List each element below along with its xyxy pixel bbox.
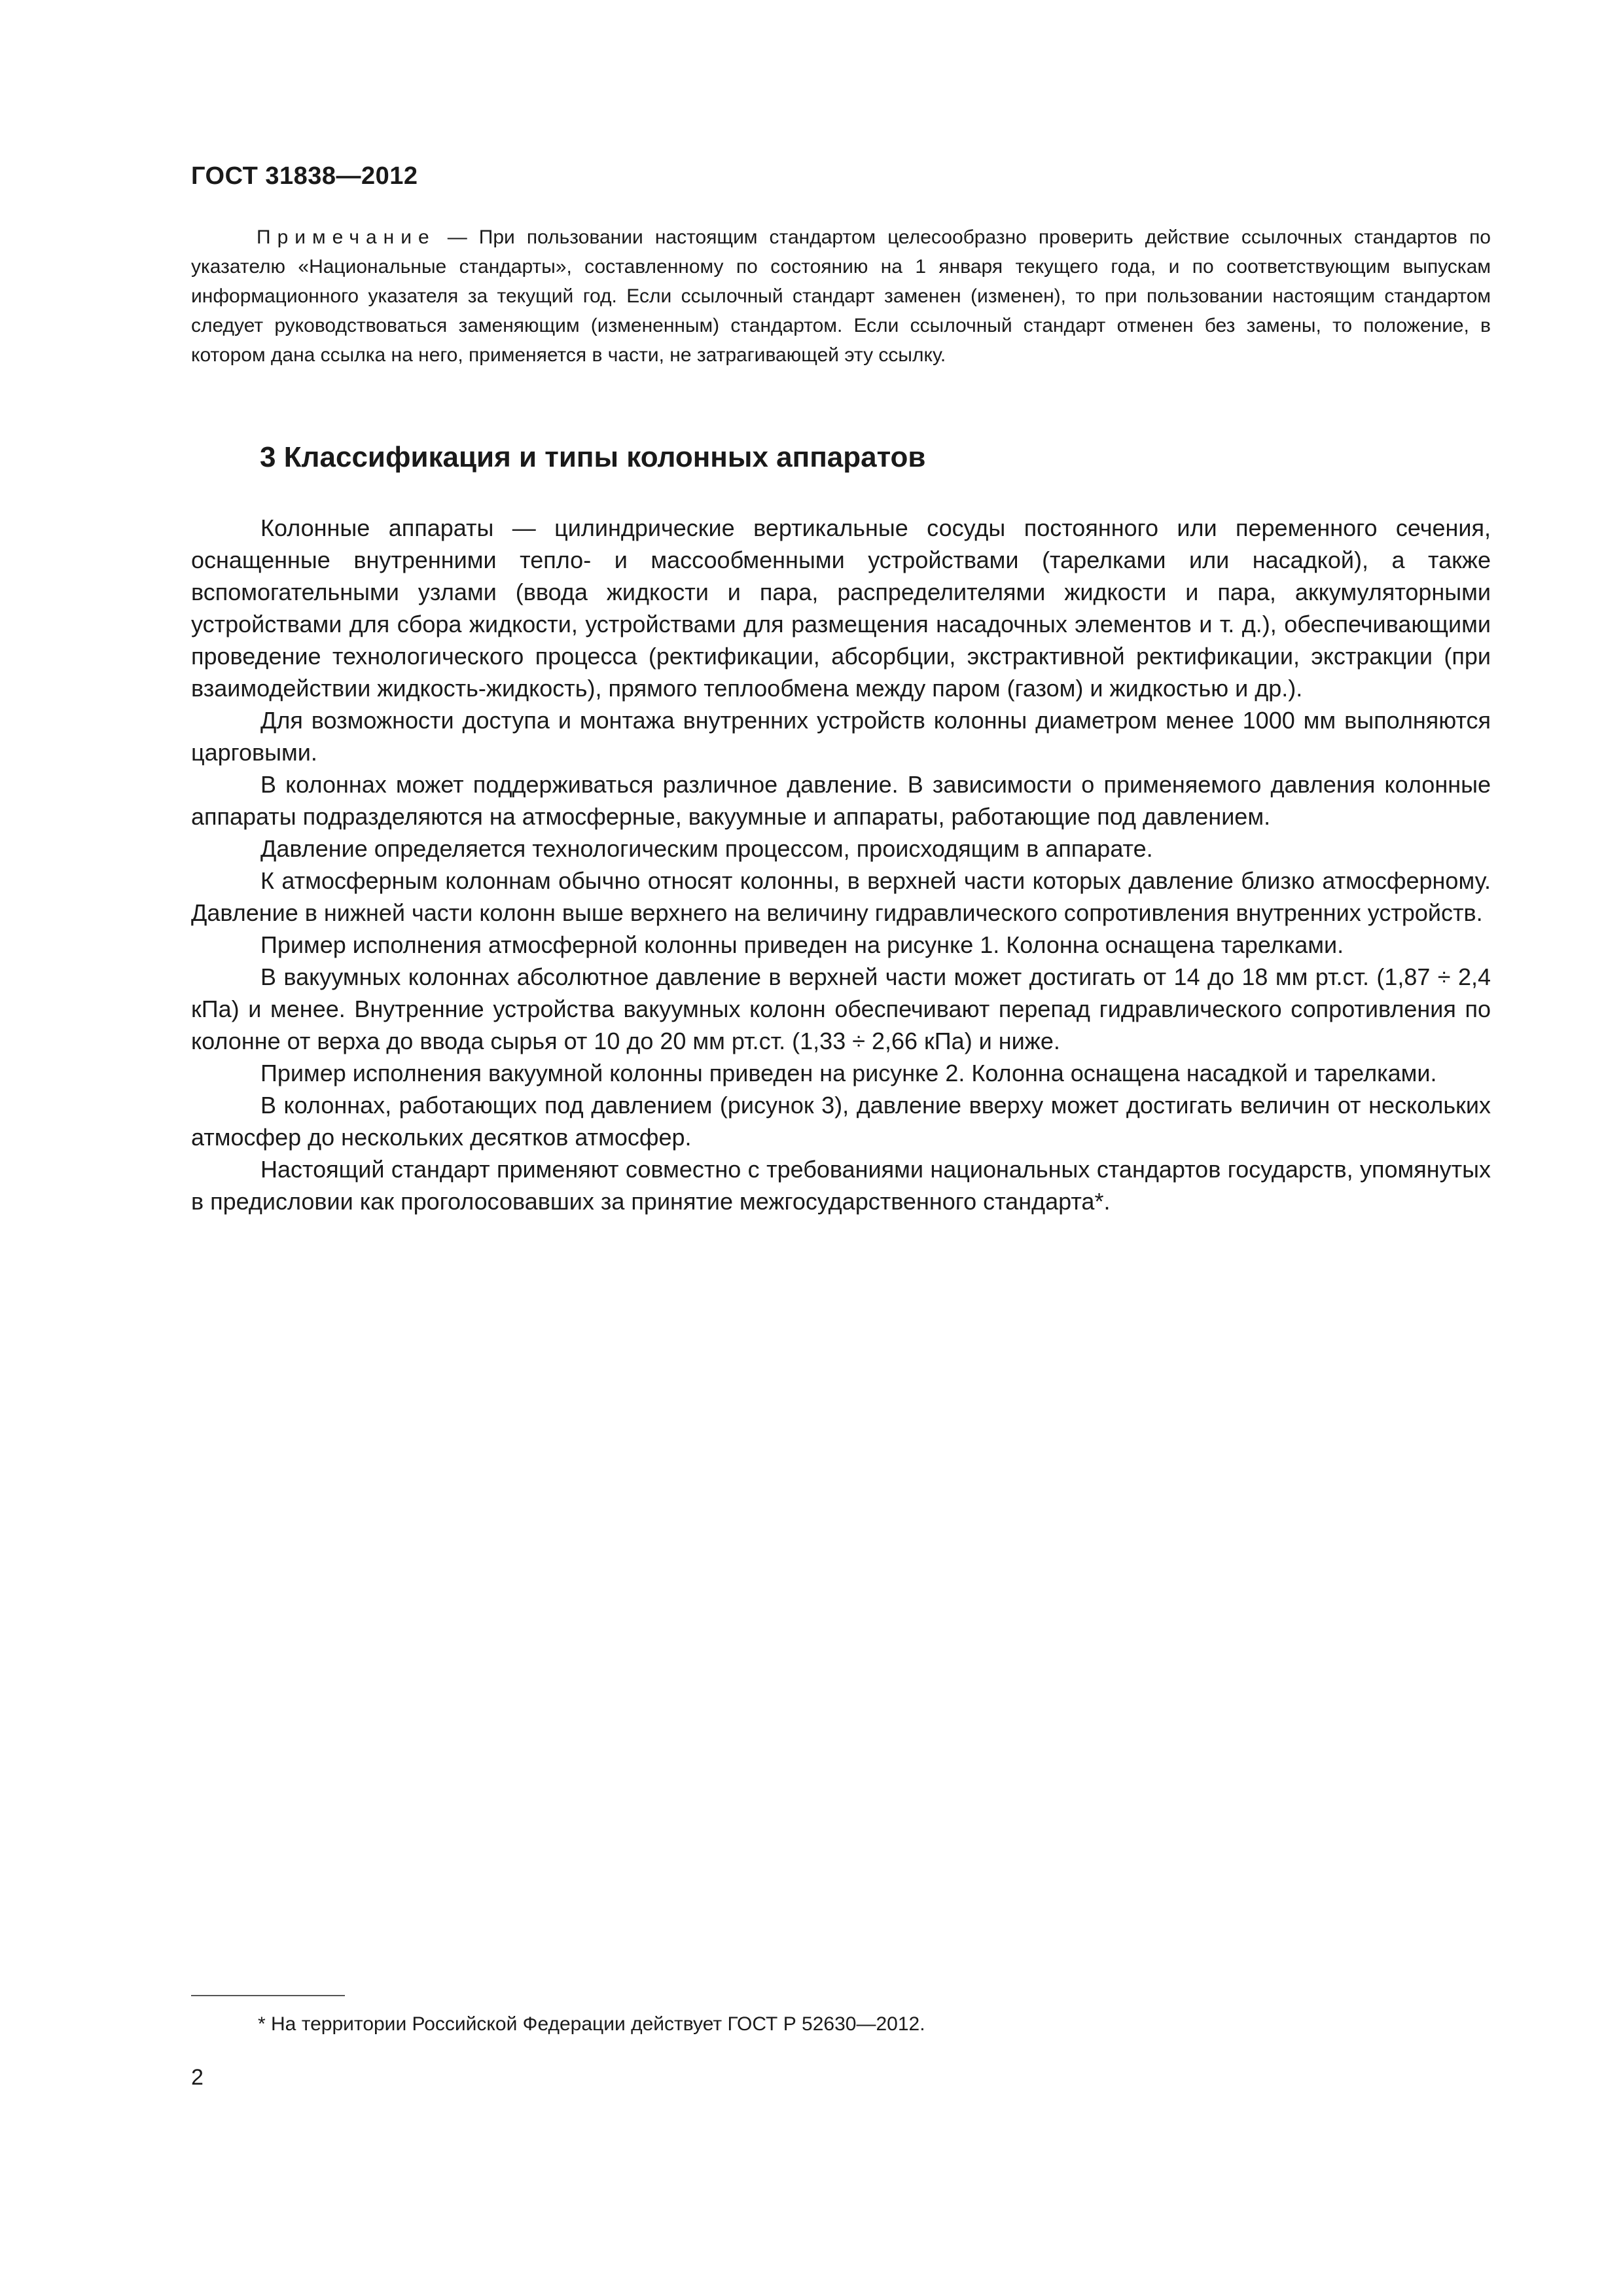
body-paragraph: Пример исполнения атмосферной колонны приведен на рисунке 1. Колонна оснащена тарелками. bbox=[260, 931, 1344, 958]
body-paragraph: Давление определяется технологическим процессом, происходящим в аппарате. bbox=[260, 835, 1153, 862]
note-label: Примечание bbox=[257, 226, 436, 248]
standard-code: ГОСТ 31838—2012 bbox=[191, 162, 418, 190]
body-paragraph: Пример исполнения вакуумной колонны приведен на рисунке 2. Колонна оснащена насадкой и тарелками. bbox=[260, 1060, 1437, 1086]
note-paragraph bbox=[191, 223, 1491, 370]
section-body bbox=[191, 512, 1491, 1217]
section-title: 3 Классификация и типы колонных аппаратов bbox=[260, 441, 926, 473]
body-paragraph: К атмосферным колоннам обычно относят колонны, в верхней части которых давление близко атмосферному. Давление в нижней части колонн выше верхнего на величину гидравлического сопротивления внутренних устройств. bbox=[191, 867, 1491, 926]
body-paragraph: В вакуумных колоннах абсолютное давление в верхней части может достигать от 14 до 18 мм рт.ст. (1,87 ÷ 2,4 кПа) и менее. Внутренние устройства вакуумных колонн обеспечивают перепад гидравлического сопротивления по колонне от верха до ввода сырья от 10 до 20 мм рт.ст. (1,33 ÷ 2,66 кПа) и ниже. bbox=[191, 963, 1491, 1054]
body-paragraph: Для возможности доступа и монтажа внутренних устройств колонны диаметром менее 1000 мм выполняются царговыми. bbox=[191, 707, 1491, 766]
footnote: * На территории Российской Федерации действует ГОСТ Р 52630—2012. bbox=[258, 2013, 925, 2035]
note-text: — При пользовании настоящим стандартом целесообразно проверить действие ссылочных стандартов по указателю «Национальные стандарты», составленному по состоянию на 1 января текущего года, и по соответствующим выпускам информационного указателя за текущий год. Если ссылочный стандарт заменен (изменен), то при пользовании настоящим стандартом следует руководствоваться заменяющим (измененным) стандартом. Если ссылочный стандарт отменен без замены, то положение, в котором дана ссылка на него, применяется в части, не затрагивающей эту ссылку. bbox=[191, 226, 1491, 366]
body-paragraph: Колонные аппараты — цилиндрические вертикальные сосуды постоянного или переменного сечения, оснащенные внутренними тепло- и массообменными устройствами (тарелками или насадкой), а также вспомогательными узлами (ввода жидкости и пара, распределителями жидкости и пара, аккумуляторными устройствами для сбора жидкости, устройствами для размещения насадочных элементов и т. д.), обеспечивающими проведение технологического процесса (ректификации, абсорбции, экстрактивной ректификации, экстракции (при взаимодействии жидкость-жидкость), прямого теплообмена между паром (газом) и жидкостью и др.). bbox=[191, 514, 1491, 702]
footnote-divider bbox=[191, 1995, 345, 1996]
page-number: 2 bbox=[191, 2065, 204, 2090]
body-paragraph: В колоннах может поддерживаться различное давление. В зависимости о применяемого давления колонные аппараты подразделяются на атмосферные, вакуумные и аппараты, работающие под давлением. bbox=[191, 771, 1491, 830]
body-paragraph: Настоящий стандарт применяют совместно с требованиями национальных стандартов государств, упомянутых в предисловии как проголосовавших за принятие межгосударственного стандарта*. bbox=[191, 1156, 1491, 1215]
body-paragraph: В колоннах, работающих под давлением (рисунок 3), давление вверху может достигать величин от нескольких атмосфер до нескольких десятков атмосфер. bbox=[191, 1092, 1491, 1151]
